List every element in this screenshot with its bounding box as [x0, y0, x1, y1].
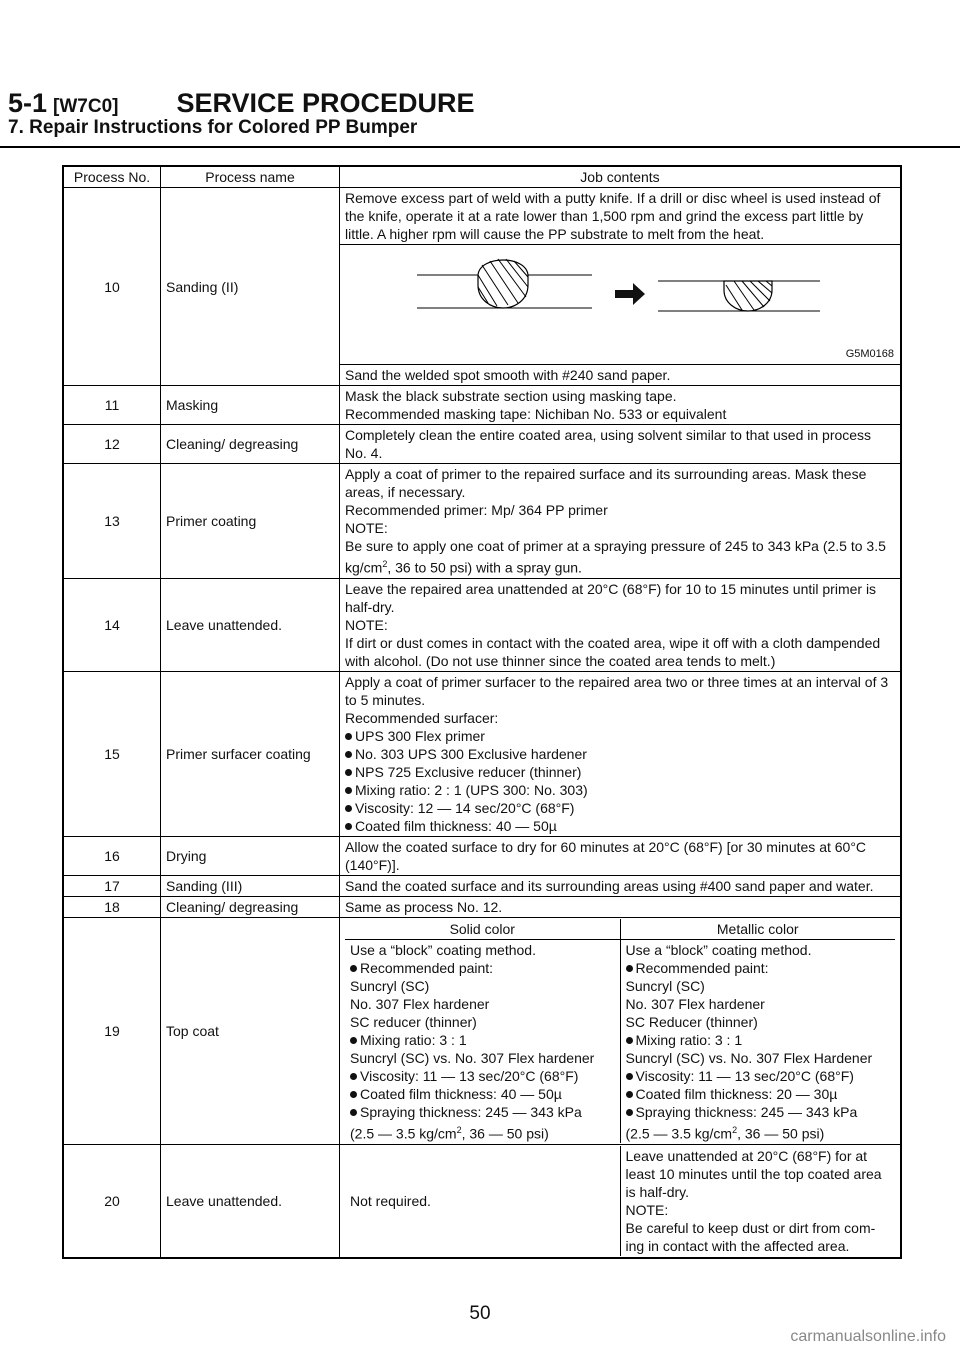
- list-item: [626, 1031, 891, 1049]
- job-line: Recommended surfacer:: [345, 709, 499, 726]
- process-name: Cleaning/ degreasing: [161, 425, 340, 464]
- header-rule: [0, 146, 960, 148]
- top-coat-subtable: [345, 919, 895, 1144]
- surfacer-list: [345, 727, 895, 835]
- list-item-text: Mixing ratio: 3 : 1: [360, 1031, 467, 1048]
- job-line: Use a “block” coating method.: [350, 941, 536, 958]
- list-item-text: Recommended paint:: [635, 959, 769, 976]
- subtable-row: [345, 939, 895, 1143]
- list-item-text: Coated film thickness: 40 — 50µ: [355, 817, 557, 834]
- job-line: Recommended masking tape: Nichiban No. 533 or equivalent: [345, 406, 727, 422]
- page-header: [8, 88, 953, 139]
- job-contents: [340, 1145, 902, 1259]
- metallic-color-contents: [620, 1146, 895, 1256]
- metallic-color-contents: [620, 939, 895, 1143]
- bullet-icon: [345, 733, 352, 740]
- text-b: , 36 — 50 psi): [737, 1125, 825, 1142]
- process-name: Primer surfacer coating: [161, 671, 340, 836]
- list-item: [350, 1031, 615, 1049]
- section-number: 5-1: [8, 88, 48, 118]
- table-row-10: [63, 188, 901, 245]
- table-row-18: [63, 896, 901, 917]
- bullet-icon: [345, 787, 352, 794]
- list-item-text: Viscosity: 12 — 14 sec/20°C (68°F): [355, 799, 575, 816]
- process-name: Primer coating: [161, 464, 340, 579]
- job-line: Leave unattended at 20°C (68°F) for at least 10 minutes until the top coated area is half-dry.: [625, 1148, 882, 1201]
- table-row-15: [63, 671, 901, 836]
- list-item: [350, 1085, 615, 1103]
- process-name: Cleaning/ degreasing: [161, 896, 340, 917]
- job-contents: [340, 464, 902, 579]
- note-text: [345, 537, 895, 577]
- page-title: SERVICE PROCEDURE: [176, 88, 475, 118]
- job-contents: Sand the welded spot smooth with #240 sand paper.: [340, 365, 902, 386]
- procedure-table: [62, 165, 902, 1259]
- bullet-icon: [350, 1109, 357, 1116]
- table-row-12: [63, 425, 901, 464]
- process-no: 15: [63, 671, 161, 836]
- text-b: , 36 — 50 psi): [461, 1125, 549, 1142]
- job-line: No. 307 Flex hardener: [350, 995, 490, 1012]
- job-contents: [340, 578, 902, 671]
- list-item-text: Spraying thickness: 245 — 343 kPa: [635, 1103, 858, 1120]
- table-row-19: [63, 917, 901, 1145]
- list-item-text: Viscosity: 11 — 13 sec/20°C (68°F): [360, 1067, 579, 1084]
- sanding-diagram: [340, 245, 910, 355]
- table-row-11: [63, 386, 901, 425]
- job-contents: Allow the coated surface to dry for 60 minutes at 20°C (68°F) [or 30 minutes at 60°C (140°F)].: [340, 836, 902, 875]
- job-line: Leave the repaired area unattended at 20°C (68°F) for 10 to 15 minutes until primer is half-dry.: [345, 580, 877, 615]
- bullet-icon: [626, 1091, 633, 1098]
- note-text-b: , 36 to 50 psi) with a spray gun.: [387, 559, 582, 576]
- list-item-text: UPS 300 Flex primer: [355, 727, 485, 744]
- job-line: Apply a coat of primer surfacer to the repaired area two or three times at an interval of 3 to 5 minutes.: [345, 673, 889, 708]
- table-row-17: [63, 875, 901, 896]
- col-header-process-name: Process name: [161, 166, 340, 188]
- bullet-icon: [626, 1073, 633, 1080]
- process-name: Leave unattended.: [161, 1145, 340, 1259]
- col-header-job-contents: Job contents: [340, 166, 902, 188]
- job-line: Suncryl (SC) vs. No. 307 Flex hardener: [350, 1049, 595, 1066]
- job-contents: [340, 917, 902, 1145]
- text-a: (2.5 — 3.5 kg/cm: [625, 1125, 733, 1142]
- list-item-text: Mixing ratio: 2 : 1 (UPS 300: No. 303): [355, 781, 588, 798]
- job-contents: Sand the coated surface and its surrounding areas using #400 sand paper and water.: [340, 875, 902, 896]
- superscript: 2: [732, 1124, 738, 1135]
- process-no: 14: [63, 578, 161, 671]
- process-name: Sanding (III): [161, 875, 340, 896]
- list-item: [345, 763, 895, 781]
- bullet-icon: [626, 1037, 633, 1044]
- job-line: Suncryl (SC): [625, 977, 705, 994]
- table-header-row: [63, 166, 901, 188]
- job-contents: Same as process No. 12.: [340, 896, 902, 917]
- process-name: Masking: [161, 386, 340, 425]
- weld-bead-before: [478, 260, 528, 308]
- bullet-icon: [345, 823, 352, 830]
- list-item-text: NPS 725 Exclusive reducer (thinner): [355, 763, 582, 780]
- bullet-icon: [345, 769, 352, 776]
- job-line: [350, 1121, 615, 1143]
- process-name: Top coat: [161, 917, 340, 1145]
- list-item: [350, 959, 615, 977]
- bullet-icon: [350, 1091, 357, 1098]
- job-contents: [340, 671, 902, 836]
- process-no: 11: [63, 386, 161, 425]
- leave-unattended-subtable: [345, 1146, 895, 1256]
- bullet-icon: [345, 751, 352, 758]
- bullet-icon: [350, 1073, 357, 1080]
- page-subtitle: 7. Repair Instructions for Colored PP Bumper: [8, 117, 418, 138]
- list-item-text: Mixing ratio: 3 : 1: [635, 1031, 743, 1048]
- metallic-color-header: Metallic color: [620, 919, 895, 940]
- list-item-text: Viscosity: 11 — 13 sec/20°C (68°F): [635, 1067, 854, 1084]
- bullet-icon: [350, 965, 357, 972]
- job-contents: Completely clean the entire coated area, using solvent similar to that used in process No. 4.: [340, 425, 902, 464]
- text-a: (2.5 — 3.5 kg/cm: [350, 1125, 457, 1142]
- job-line: Mask the black substrate section using masking tape.: [345, 388, 677, 404]
- list-item: [345, 781, 895, 799]
- list-item-text: Recommended paint:: [360, 959, 494, 976]
- list-item: [350, 1103, 615, 1121]
- process-no: 20: [63, 1145, 161, 1259]
- process-no: 18: [63, 896, 161, 917]
- job-line: No. 307 Flex hardener: [625, 995, 765, 1012]
- figure-code: G5M0168: [845, 348, 894, 360]
- list-item: [626, 1067, 891, 1085]
- watermark: carmanualsonline.info: [790, 1328, 946, 1345]
- job-line: Suncryl (SC) vs. No. 307 Flex Hardener: [625, 1049, 873, 1066]
- list-item: [626, 1085, 891, 1103]
- subtable-header-row: [345, 919, 895, 940]
- col-header-process-no: Process No.: [63, 166, 161, 188]
- process-name: Sanding (II): [161, 188, 340, 386]
- table-row-16: [63, 836, 901, 875]
- process-no: 12: [63, 425, 161, 464]
- list-item: [345, 727, 895, 745]
- process-no: 16: [63, 836, 161, 875]
- list-item-text: No. 303 UPS 300 Exclusive hardener: [355, 745, 587, 762]
- list-item: [626, 1103, 891, 1121]
- job-line: Suncryl (SC): [350, 977, 430, 994]
- solid-color-contents: [345, 939, 620, 1143]
- subtable-row: [345, 1146, 895, 1256]
- solid-color-contents: Not required.: [345, 1146, 620, 1256]
- list-item: [345, 799, 895, 817]
- note-label: NOTE:: [345, 616, 388, 633]
- bullet-icon: [350, 1037, 357, 1044]
- job-line: SC Reducer (thinner): [625, 1013, 758, 1030]
- note-label: NOTE:: [625, 1202, 669, 1219]
- process-name: Leave unattended.: [161, 578, 340, 671]
- job-line: Apply a coat of primer to the repaired surface and its surrounding areas. Mask these areas, if necessary.: [345, 466, 867, 500]
- job-line: Use a “block” coating method.: [625, 941, 812, 958]
- solid-color-header: Solid color: [345, 919, 620, 940]
- job-line: Recommended primer: Mp/ 364 PP primer: [345, 502, 608, 518]
- list-item-text: Coated film thickness: 20 — 30µ: [635, 1085, 838, 1102]
- bullet-icon: [626, 965, 633, 972]
- list-item-text: Coated film thickness: 40 — 50µ: [360, 1085, 562, 1102]
- process-no: 13: [63, 464, 161, 579]
- superscript: 2: [456, 1124, 462, 1135]
- bullet-icon: [626, 1109, 633, 1116]
- figure-cell: [340, 245, 902, 365]
- section-code: [W7C0]: [53, 96, 119, 117]
- list-item: [350, 1067, 615, 1085]
- process-no: 10: [63, 188, 161, 386]
- table-row-20: [63, 1145, 901, 1259]
- process-no: 17: [63, 875, 161, 896]
- process-name: Drying: [161, 836, 340, 875]
- job-line: [626, 1121, 891, 1143]
- note-text-a: Be sure to apply one coat of primer at a spraying pressure of 245 to 343 kPa (2.5 to 3.5 kg/cm: [345, 538, 886, 576]
- list-item: [626, 959, 891, 977]
- process-no: 19: [63, 917, 161, 1145]
- arrow-icon: [615, 283, 645, 305]
- note-text: Be careful to keep dust or dirt from com- ing in contact with the affected area.: [625, 1220, 876, 1255]
- job-line: SC reducer (thinner): [350, 1013, 477, 1030]
- note-text: If dirt or dust comes in contact with the coated area, wipe it off with a cloth dampended with alcohol. (Do not use thinner since the coated area tends to melt.): [345, 634, 881, 669]
- list-item-text: Spraying thickness: 245 — 343 kPa: [360, 1103, 582, 1120]
- job-contents: Remove excess part of weld with a putty knife. If a drill or disc wheel is used instead of the knife, operate it at a rate lower than 1,500 rpm and grind the excess part little by little. A higher rpm will cause the PP substrate to melt from the heat.: [340, 188, 902, 245]
- list-item: [345, 817, 895, 835]
- superscript: 2: [382, 559, 388, 569]
- table-row-13: [63, 464, 901, 579]
- page-number: 50: [469, 1303, 491, 1324]
- note-label: NOTE:: [345, 520, 388, 536]
- job-contents: [340, 386, 902, 425]
- list-item: [345, 745, 895, 763]
- table-row-14: [63, 578, 901, 671]
- bullet-icon: [345, 805, 352, 812]
